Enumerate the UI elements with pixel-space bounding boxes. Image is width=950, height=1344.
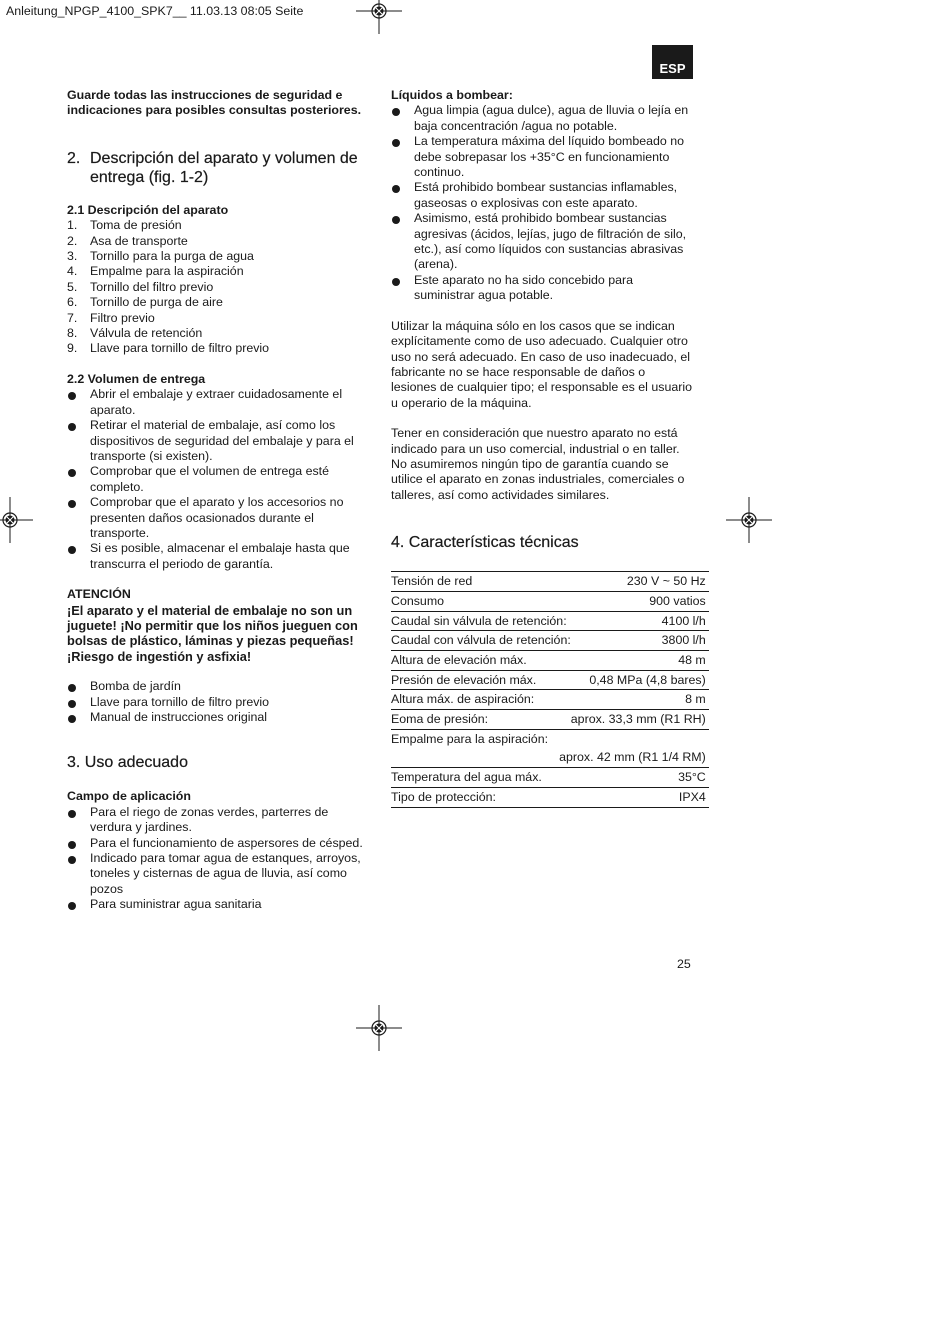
section-2-1-heading: 2.1 Descripción del aparato [67,202,229,217]
delivery-list [67,387,367,572]
list-item: Llave para tornillo de filtro previo [67,695,367,710]
right-column [391,88,706,808]
list-item: 2. Asa de transporte [67,233,188,248]
list-item: 9. Llave para tornillo de filtro previo [67,341,270,356]
registration-mark-icon [356,0,402,34]
table-row: Caudal con válvula de retención: 3800 l/h [391,631,709,651]
list-item: 8. Válvula de retención [67,326,203,341]
registration-mark-icon [356,1005,402,1051]
table-row: Tensión de red 230 V ~ 50 Hz [391,572,709,592]
list-item: Manual de instrucciones original [67,710,367,725]
list-item: La temperatura máxima del líquido bombeado no debe sobrepasar los +35°C en funcionamiento continuo. [391,134,693,180]
attention-title: ATENCIÓN [67,587,131,602]
table-row: Consumo 900 vatios [391,591,709,611]
list-item: Para suministrar agua sanitaria [67,897,367,912]
list-item: Está prohibido bombear sustancias inflamables, gaseosas o explosivas con este aparato. [391,180,693,211]
registration-mark-icon [726,497,772,543]
registration-mark-icon [0,497,33,543]
section-4-heading: 4. Características técnicas [391,534,579,552]
list-item: 1. Toma de presión [67,218,182,233]
list-item: Bomba de jardín [67,679,367,694]
liquids-heading: Líquidos a bombear: [391,88,513,102]
list-item: Para el riego de zonas verdes, parterres de verdura y jardines. [67,805,367,836]
print-header: Anleitung_NPGP_4100_SPK7__ 11.03.13 08:05 Seite [6,4,304,18]
safety-intro: Guarde todas las instrucciones de seguridad e indicaciones para posibles consultas posteriores. [67,88,362,118]
list-item: 4. Empalme para la aspiración [67,264,244,279]
list-item: 6. Tornillo de purga de aire [67,295,223,310]
list-item: 3. Tornillo para la purga de agua [67,249,254,264]
table-row: Tipo de protección: IPX4 [391,787,709,807]
list-item: Retirar el material de embalaje, así como los dispositivos de seguridad del embalaje y para el transporte (si existen). [67,418,367,464]
table-row: Empalme para la aspiración: [391,731,549,746]
section-3-heading: 3. Uso adecuado [67,754,188,772]
table-row: Altura máx. de aspiración: 8 m [391,690,709,710]
table-row: Eoma de presión: aprox. 33,3 mm (R1 RH) [391,710,709,730]
list-item: Este aparato no ha sido concebido para suministrar agua potable. [391,273,693,304]
section-2-2-heading: 2.2 Volumen de entrega [67,371,206,386]
usage-paragraph: Utilizar la máquina sólo en los casos que se indican explícitamente como de uso adecuado. Cualquier otro uso no será adecuado. En caso de uso inadecuado, el fabricante no se hace responsable de daños o lesiones de cualquier tipo; el responsable es el usuario u operario de la máquina. [391,318,693,410]
list-item: Comprobar que el aparato y los accesorios no presenten daños ocasionados durante el transporte. [67,495,367,541]
specs-table [391,571,709,807]
campo-heading: Campo de aplicación [67,789,191,804]
table-row: Caudal sin válvula de retención: 4100 l/h [391,611,709,631]
list-item: Asimismo, está prohibido bombear sustancias agresivas (ácidos, lejías, jugo de filtración de silo, etc.), así como líquidos con sustancias abrasivas (arena). [391,211,693,273]
table-row: aprox. 42 mm (R1 1/4 RM) [391,748,709,767]
table-row: Presión de elevación máx. 0,48 MPa (4,8 bares) [391,670,709,690]
liquids-list [391,103,693,303]
attention-text: ¡El aparato y el material de embalaje no son un juguete! ¡No permitir que los niños jueguen con bolsas de plástico, láminas y piezas pequeñas! ¡Riesgo de ingestión y asfixia! [67,602,358,664]
parts-list [67,218,367,357]
list-item: Para el funcionamiento de aspersores de césped. [67,836,367,851]
table-row: Temperatura del agua máx. 35°C [391,768,709,788]
application-list [67,805,367,913]
list-item: Abrir el embalaje y extraer cuidadosamente el aparato. [67,387,367,418]
list-item: Si es posible, almacenar el embalaje hasta que transcurra el periodo de garantía. [67,541,367,572]
language-badge: ESP [652,45,693,79]
page-number: 25 [677,957,691,971]
contents-list [67,679,367,725]
table-row: Altura de elevación máx. 48 m [391,650,709,670]
list-item: 5. Tornillo del filtro previo [67,279,214,294]
list-item: Agua limpia (agua dulce), agua de lluvia o lejía en baja concentración /agua no potable. [391,103,693,134]
list-item: Comprobar que el volumen de entrega esté completo. [67,464,367,495]
warranty-paragraph: Tener en consideración que nuestro aparato no está indicado para un uso comercial, industrial o en taller. No asumiremos ningún tipo de garantía cuando se utilice el aparato en zonas industriales, comerciales o talleres, así como actividades similares. [391,426,685,502]
list-item: 7. Filtro previo [67,310,155,325]
left-column [67,88,367,913]
list-item: Indicado para tomar agua de estanques, arroyos, toneles y cisternas de agua de lluvia, así como pozos [67,851,367,897]
section-2-heading: 2. Descripción del aparato y volumen de entrega (fig. 1-2) [67,149,358,186]
